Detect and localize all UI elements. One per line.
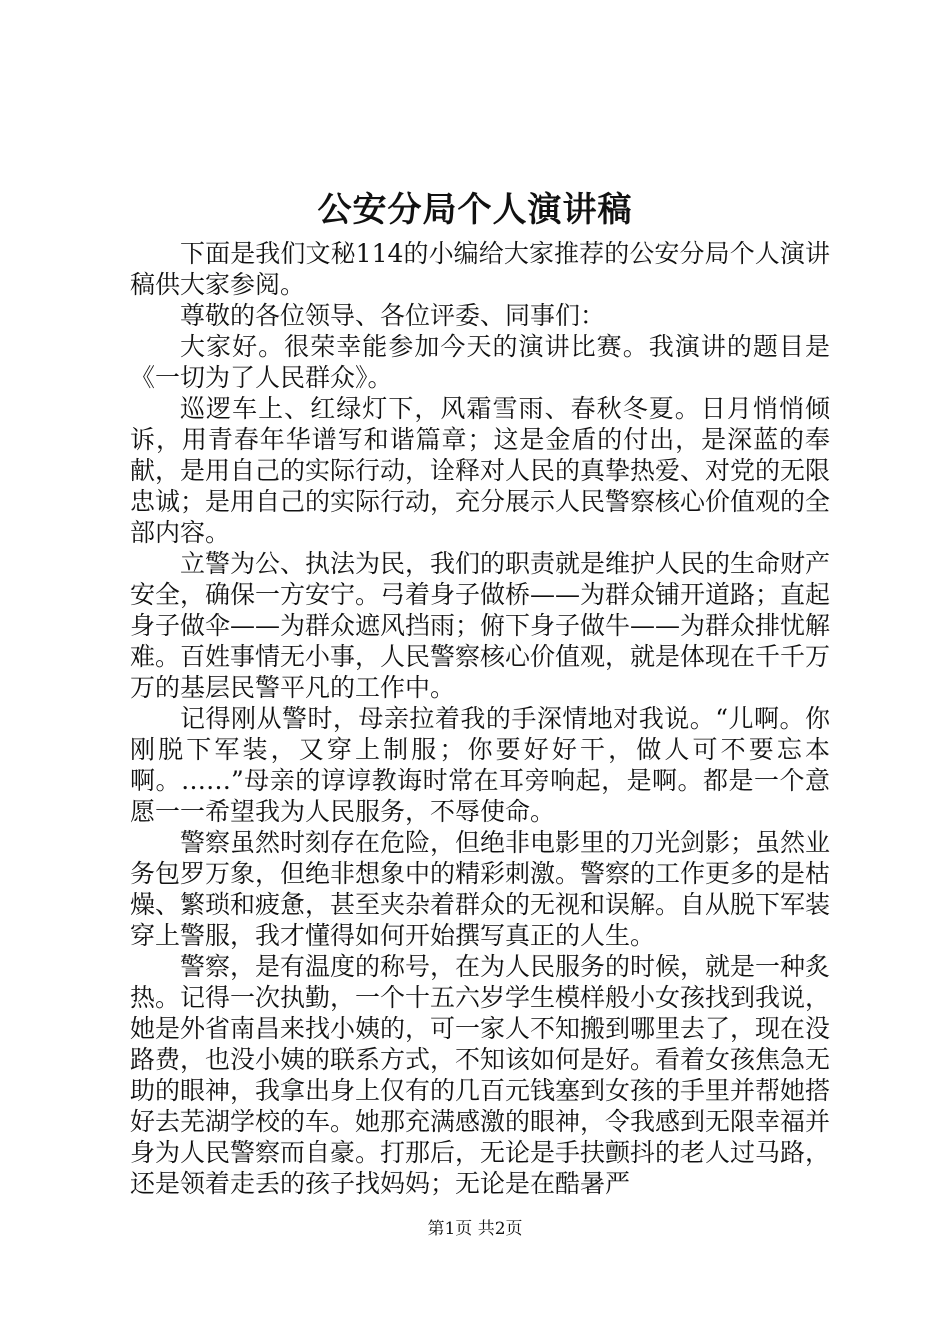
paragraph-duty: 立警为公、执法为民，我们的职责就是维护人民的生命财产安全，确保一方安宁。弓着身子做桥——为群众铺开道路；直起身子做伞——为群众遮风挡雨；俯下身子做牛——为群众排忧解难。百姓事情无小事，人民警察核心价值观，就是体现在千千万万的基层民警平凡的工作中。 [130,549,831,702]
paragraph-intro: 下面是我们文秘114的小编给大家推荐的公安分局个人演讲稿供大家参阅。 [130,239,830,299]
paragraph-work: 警察虽然时刻存在危险，但绝非电影里的刀光剑影；虽然业务包罗万象，但绝非想象中的精彩刺激。警察的工作更多的是枯燥、繁琐和疲惫，甚至夹杂着群众的无视和误解。自从脱下军装穿上警服，我才懂得如何开始撰写真正的人生。 [130,828,831,950]
paragraph-salutation: 尊敬的各位领导、各位评委、同事们： [180,301,606,330]
page-number-footer: 第1页 共2页 [427,1219,523,1239]
document-body [130,238,830,1199]
paragraph-mother: 记得刚从警时，母亲拉着我的手深情地对我说。“儿啊。你刚脱下军装，又穿上制服；你要好好干，做人可不要忘本啊。……”母亲的谆谆教诲时常在耳旁响起，是啊。都是一个意愿一一希望我为人民服务，不辱使命。 [130,704,830,826]
paragraph-warmth: 警察，是有温度的称号，在为人民服务的时候，就是一种炙热。记得一次执勤，一个十五六岁学生模样般小女孩找到我说，她是外省南昌来找小姨的，可一家人不知搬到哪里去了，现在没路费，也没小姨的联系方式，不知该如何是好。看着女孩焦急无助的眼神，我拿出身上仅有的几百元钱塞到女孩的手里并帮她搭好去芜湖学校的车。她那充满感激的眼神，令我感到无限幸福并身为人民警察而自豪。打那后，无论是手扶颤抖的老人过马路，还是领着走丢的孩子找妈妈；无论是在酷暑严 [130,952,831,1198]
document-title: 公安分局个人演讲稿 [317,190,633,230]
paragraph-patrol: 巡逻车上、红绿灯下，风霜雪雨、春秋冬夏。日月悄悄倾诉，用青春年华谱写和谐篇章；这是金盾的付出，是深蓝的奉献，是用自己的实际行动，诠释对人民的真挚热爱、对党的无限忠诚；是用自己的实际行动，充分展示人民警察核心价值观的全部内容。 [130,394,831,547]
paragraph-greeting: 大家好。很荣幸能参加今天的演讲比赛。我演讲的题目是《一切为了人民群众》。 [130,332,830,392]
